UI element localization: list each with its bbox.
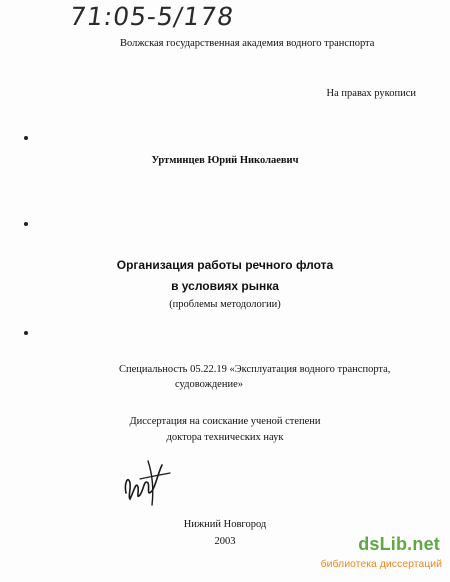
author-name: Уртминцев Юрий Николаевич — [151, 155, 299, 166]
archive-number: 71:05-5/178 — [67, 2, 237, 31]
title-line-1: Организация работы речного флота — [116, 258, 334, 272]
binding-hole-dot — [24, 136, 28, 140]
manuscript-rights: На правах рукописи — [326, 88, 416, 99]
city: Нижний Новгород — [183, 519, 267, 530]
academy-name: Волжская государственная академия водного транспорта — [120, 38, 375, 49]
subtitle: (проблемы методологии) — [169, 299, 281, 310]
binding-hole-dot — [24, 222, 28, 226]
watermark-subtitle: библиотека диссертаций — [320, 558, 442, 570]
signature-icon — [118, 453, 178, 511]
dissertation-line-2: доктора технических наук — [166, 432, 284, 443]
specialty-line-2: судовождение» — [175, 379, 243, 390]
binding-hole-dot — [24, 331, 28, 335]
dissertation-line-1: Диссертация на соискание ученой степени — [129, 416, 321, 427]
specialty-line-1: Специальность 05.22.19 «Эксплуатация водного транспорта, — [119, 364, 391, 375]
year: 2003 — [214, 536, 236, 547]
watermark — [320, 534, 446, 578]
title-line-2: в условиях рынка — [171, 279, 279, 293]
watermark-brand: dsLib.net — [358, 534, 440, 554]
